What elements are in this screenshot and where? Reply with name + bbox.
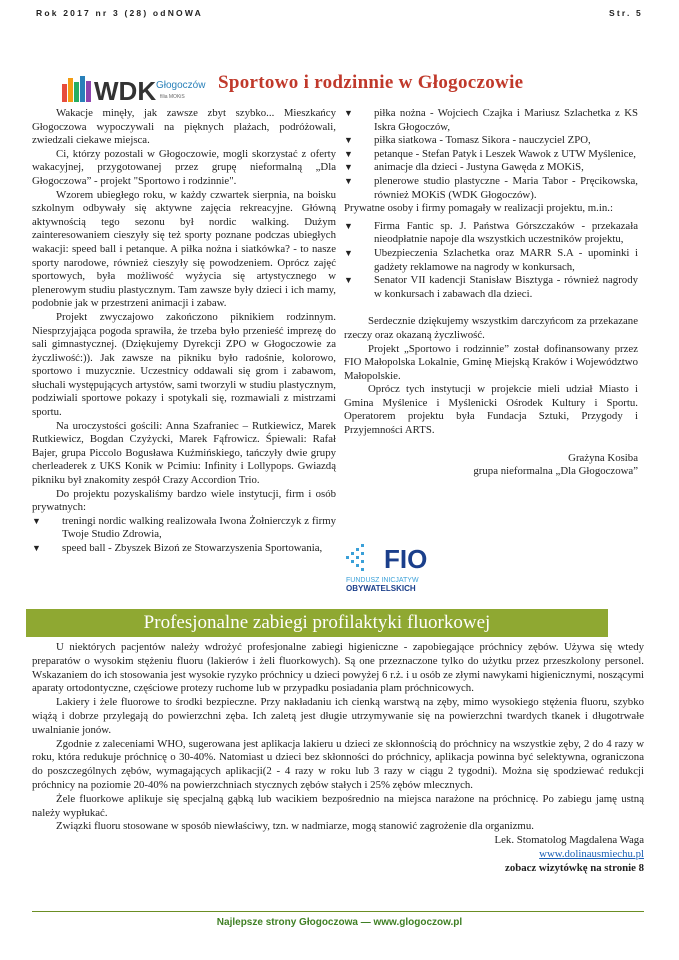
article2-title-band xyxy=(26,609,608,637)
paragraph: Projekt zwyczajowo zakończono piknikiem rodzinnym. Niesprzyjająca pogoda sprawiła, że trzeba było przenieść imprezę do sali gimnastycznej. (Dziękujemy Dyrekcji ZPO w Głogoczowie za życzliwość:)). Jak zawsze na pikniku było radośnie, kolorowo, sportowo i muzycznie. Uczestnicy oddawali się grom i zabawom, słuchali występujących artystów, sami tworzyli w studiu plastycznym, podziwiali sportowe pokazy i spotykali się, rozmawiali z mistrzami sportu. xyxy=(32,310,336,419)
article2-body xyxy=(32,641,644,876)
article1-title: Sportowo i rodzinnie w Głogoczowie xyxy=(218,72,524,93)
page-number: Str. 5 xyxy=(609,8,643,18)
paragraph: Zgodnie z zaleceniami WHO, sugerowana jest aplikacja lakieru u dzieci ze skłonnością do próchnicy na wszystkie zęby, 2 do 4 razy w roku, która redukuje próchnicę o 30-40%. Natomiast u dzieci bez skłonności do próchnicy, aplikacja powinna być selektywna, ograniczona do poszczególnych zębów, wymagających aplikacji(2 - 4 razy w roku lub 3 razy w ciągu 2 tygodni). Można się spodziewać redukcji próchnicy na poziomie 20-40% na powierzchniach stycznych zębów stałych i 25% zębów mlecznych. xyxy=(32,737,644,791)
website-link[interactable]: www.dolinausmiechu.pl xyxy=(539,847,644,860)
fio-sub2: OBYWATELSKICH xyxy=(346,584,416,593)
paragraph: Żele fluorkowe aplikuje się specjalną gąbką lub wacikiem bezpośrednio na miejsca narażone na próchnicę. Po zabiegu jamę ustną należy wypłukać. xyxy=(32,792,644,819)
paragraph: U niektórych pacjentów należy wdrożyć profesjonalne zabiegi higieniczne - zapobiegające próchnicy zębów. Używa się wtedy preparatów o wysokim stężeniu fluoru (lakierów i żeli fluorkowych). Są one przeznaczone tylko do użytku przez przeszkolony personel. Wskazaniem do ich stosowania jest wysokie ryzyko próchnicy u dzieci powyżej 6 r.ż. i u osób ze złymi nawykami higienicznymi, noszącymi aparaty ortodontyczne, częściowe protezy ruchome lub w przypadku posiadania plam próchnicowych. xyxy=(32,641,644,695)
page-header xyxy=(36,8,643,22)
footer-divider xyxy=(32,911,644,912)
list-item: ▼ treningi nordic walking realizowała Iwona Żołnierczyk z firmy Twoje Studio Zdrowia, xyxy=(32,514,336,541)
list-item: ▼ Firma Fantic sp. J. Państwa Górszczaków - przekazała nieodpłatnie napoje dla wszystkich uczestników projektu, xyxy=(344,219,638,246)
bullet-icon: ▼ xyxy=(344,247,353,258)
bullet-icon: ▼ xyxy=(344,135,353,146)
fio-logo-graphic xyxy=(344,540,460,600)
paragraph: Ci, którzy pozostali w Głogoczowie, mogli skorzystać z oferty wakacyjnej, przygotowanej przez grupę nieformalną „Dla Głogoczowa” - projekt "Sportowo i rodzinnie". xyxy=(32,147,336,187)
bullet-icon: ▼ xyxy=(344,148,353,159)
list-item: ▼ piłka nożna - Wojciech Czajka i Mariusz Szlachetka z KS Iskra Głogoczów, xyxy=(344,107,638,133)
list-item: ▼ petanque - Stefan Patyk i Leszek Wawok z UTW Myślenice, xyxy=(344,147,636,160)
list-item: ▼ plenerowe studio plastyczne - Maria Tabor - Pręcikowska, również MOKiS (WDK Głogoczów). xyxy=(344,174,638,201)
list-item: ▼ Senator VII kadencji Stanisław Bisztyga - również nagrody w konkursach i zabawach dla dzieci. xyxy=(344,274,638,300)
fio-text: FIO xyxy=(384,544,428,574)
fio-sub1: FUNDUSZ INICJATYW xyxy=(346,577,419,584)
signature: Lek. Stomatolog Magdalena Waga xyxy=(494,834,644,847)
author-group: grupa nieformalna „Dla Głogoczowa” xyxy=(473,465,638,478)
logo-text: WDK xyxy=(94,76,157,106)
paragraph: Związki fluoru stosowane w sposób niewłaściwy, tzn. w nadmiarze, mogą stanowić zagrożenie dla organizmu. xyxy=(56,820,534,833)
wdk-logo-graphic xyxy=(60,66,210,108)
paragraph: Projekt „Sportowo i rodzinnie” został dofinansowany przez FIO Małopolska Lokalnie, Gminę Miejską Kraków i Województwo Małopolskie. xyxy=(344,342,638,382)
bullet-icon: ▼ xyxy=(344,108,353,118)
list-item: ▼ Ubezpieczenia Szlachetka oraz MARR S.A - upominki i gadżety reklamowe na nagrody w konkursach, xyxy=(344,246,638,273)
logo-sub: Głogoczów xyxy=(156,80,206,91)
paragraph: Wakacje minęły, jak zawsze zbyt szybko... Mieszkańcy Głogoczowa wypoczywali na pięknych plażach, podróżowali, zwiedzali ciekawe miejsca. xyxy=(32,107,336,147)
logo-sub2: filia MOKiS xyxy=(160,94,185,100)
article1-left-column xyxy=(32,107,336,556)
bullet-icon: ▼ xyxy=(32,515,41,526)
article1-right-column xyxy=(344,107,638,479)
see-more-note: zobacz wizytówkę na stronie 8 xyxy=(505,861,644,874)
article2-title: Profesjonalne zabiegi profilaktyki fluorkowej xyxy=(143,612,491,633)
paragraph: Wzorem ubiegłego roku, w każdy czwartek sierpnia, na boisku szkolnym odbywały się aktywne zajęcia rekreacyjne. Główną aktywnością tego sezonu był nordic walking. Dużym zainteresowaniem cieszyły się też sporty poznane podczas ubiegłych wakacji: speed ball i petanque. A piłka nożna i siatkówka? - to nasze sporty narodowe, również cieszyły się powodzeniem. Oprócz zajęć sportowych, była możliwość wyżycia się artystycznego w plenerowym studiu plastycznym. Tam zawsze były dzieci i ich mamy, podobnie jak w przestrzeni animacji i zabaw. xyxy=(32,188,336,310)
private-intro: Prywatne osoby i firmy pomagały w realizacji projektu, m.in.: xyxy=(344,202,613,215)
list-item: ▼ piłka siatkowa - Tomasz Sikora - nauczyciel ZPO, xyxy=(344,134,591,147)
bullet-icon: ▼ xyxy=(344,220,353,231)
paragraph: Do projektu pozyskaliśmy bardzo wiele instytucji, firm i osób prywatnych: xyxy=(32,487,336,514)
paragraph: Oprócz tych instytucji w projekcie mieli udział Miasto i Gmina Myślenice i Myślenicki Ośrodek Kultury i Sportu. Operatorem projektu była Fundacja Sztuki, Przygody i Przyjemności ARTS. xyxy=(344,383,638,437)
list-item: ▼ speed ball - Zbyszek Bizoń ze Stowarzyszenia Sportowania, xyxy=(32,542,323,554)
paragraph: Na uroczystości gościli: Anna Szafraniec – Rutkiewicz, Marek Rutkiewicz, Bogdan Czyżycki, Marek Fąfrowicz. Śpiewali: Rafał Bajer, grupa Piccolo Bogusława Kuźmińskiego, tańczyły dwie grupy cherleaderek z UKS Konik w Pcimiu: Infinity i Lollypops. Gwiazdą pikniku był znakomity zespół Crazy Accordion Trio. xyxy=(32,419,336,487)
list-item: ▼ animacje dla dzieci - Justyna Gawęda z MOKiS, xyxy=(344,161,584,174)
bullet-icon: ▼ xyxy=(32,543,41,553)
paragraph: Lakiery i żele fluorowe to środki bezpieczne. Przy nakładaniu ich cienką warstwą na zęby, mimo wysokiego stężenia fluoru, szybko wiążą i dobrze przylegają do powierzchni zęba. Ich zaletą jest długie utrzymywanie się na powierzchni twardych tkanek i długotrwałe uwalnianie jonów. xyxy=(32,696,644,736)
bullet-icon: ▼ xyxy=(344,175,353,186)
bullet-icon: ▼ xyxy=(344,275,353,286)
page-footer: Najlepsze strony Głogoczowa — www.glogoczow.pl xyxy=(216,917,463,928)
bullet-icon: ▼ xyxy=(344,162,353,173)
wdk-logo xyxy=(60,66,210,108)
fio-logo xyxy=(344,540,460,600)
paragraph: Serdecznie dziękujemy wszystkim darczyńcom za przekazane rzeczy oraz okazaną życzliwość. xyxy=(344,315,638,341)
author-name: Grażyna Kosiba xyxy=(568,451,638,464)
issue-info: Rok 2017 nr 3 (28) odNOWA xyxy=(36,8,203,18)
